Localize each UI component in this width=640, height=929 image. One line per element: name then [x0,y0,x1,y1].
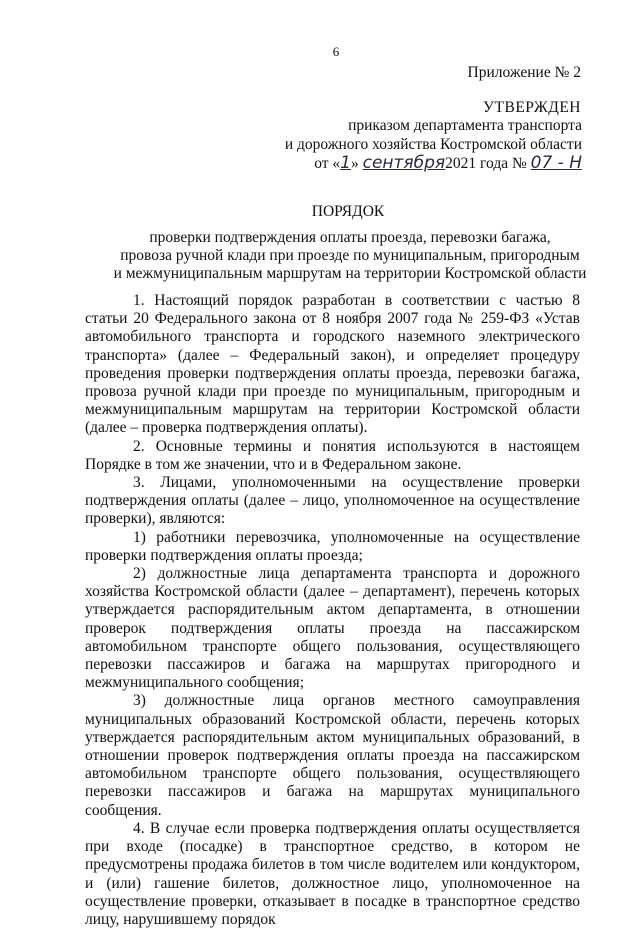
handwritten-order-number: 07 - Н [530,153,582,173]
approved-date-line [314,153,582,173]
date-prefix: от « [314,155,341,172]
paragraph: 2. Основные термины и понятия используются в настоящем Порядке в том же значении, что и в Федеральном законе. [85,437,580,473]
subtitle-line: и межмуниципальным маршрутам на территории Костромской области [113,265,587,282]
paragraph: 3. Лицами, уполномоченными на осуществление проверки подтверждения оплаты (далее – лицо, уполномоченное на осуществление проверки), являются: [85,474,580,528]
paragraph: 1) работники перевозчика, уполномоченные на осуществление проверки подтверждения оплаты проезда; [85,528,580,564]
paragraph: 4. В случае если проверка подтверждения оплаты осуществляется при входе (посадке) в транспортное средство, в котором не предусмотрены продажа билетов в том числе водителем или кондуктором, и (или) гашение билетов, должностное лицо, уполномоченное на осуществление проверки, отказывает в посадке в транспортное средство лицу, нарушившему порядок [85,819,580,928]
handwritten-month: сентября [362,153,446,173]
document-body [85,292,580,929]
approved-order-line: приказом департамента транспорта [348,117,582,134]
subtitle-line: проверки подтверждения оплаты проезда, перевозки багажа, [149,229,551,246]
approved-heading: УТВЕРЖДЕН [483,99,581,116]
appendix-label: Приложение № 2 [467,64,581,81]
date-year: 2021 года № [445,155,527,172]
date-mid: » [350,155,359,172]
subtitle-line: провоза ручной клади при проезде по муниципальным, пригородным [120,247,580,264]
page-number: 6 [332,44,340,59]
document-title: ПОРЯДОК [311,203,385,220]
paragraph: 1. Настоящий порядок разработан в соответствии с частью 8 статьи 20 Федерального закона от 8 ноября 2007 года № 259-ФЗ «Устав автомобильного транспорта и городского наземного электрического транспорта» (далее – Федеральный закон), и определяет процедуру проведения проверки подтверждения оплаты проезда, перевозки багажа, провоза ручной клади при проезде по муниципальным, пригородным и межмуниципальным маршрутам на территории Костромской области (далее – проверка подтверждения оплаты). [85,292,580,437]
approved-department-line: и дорожного хозяйства Костромской области [284,136,582,153]
handwritten-day: 1 [340,153,351,173]
paragraph: 3) должностные лица органов местного самоуправления муниципальных образований Костромской области, перечень которых утверждается распорядительным актом муниципальных образований, в отношении проверок подтверждения оплаты проезда на пассажирском автомобильном транспорте общего пользования, осуществляющего перевозки пассажиров и багажа на маршрутах муниципального сообщения. [85,692,580,819]
paragraph: 2) должностные лица департамента транспорта и дорожного хозяйства Костромской области (далее – департамент), перечень которых утверждается распорядительным актом департамента, в отношении проверок подтверждения оплаты проезда на пассажирском автомобильном транспорте общего пользования, осуществляющего перевозки пассажиров и багажа на маршрутах пригородного и межмуниципального сообщения; [85,565,580,692]
